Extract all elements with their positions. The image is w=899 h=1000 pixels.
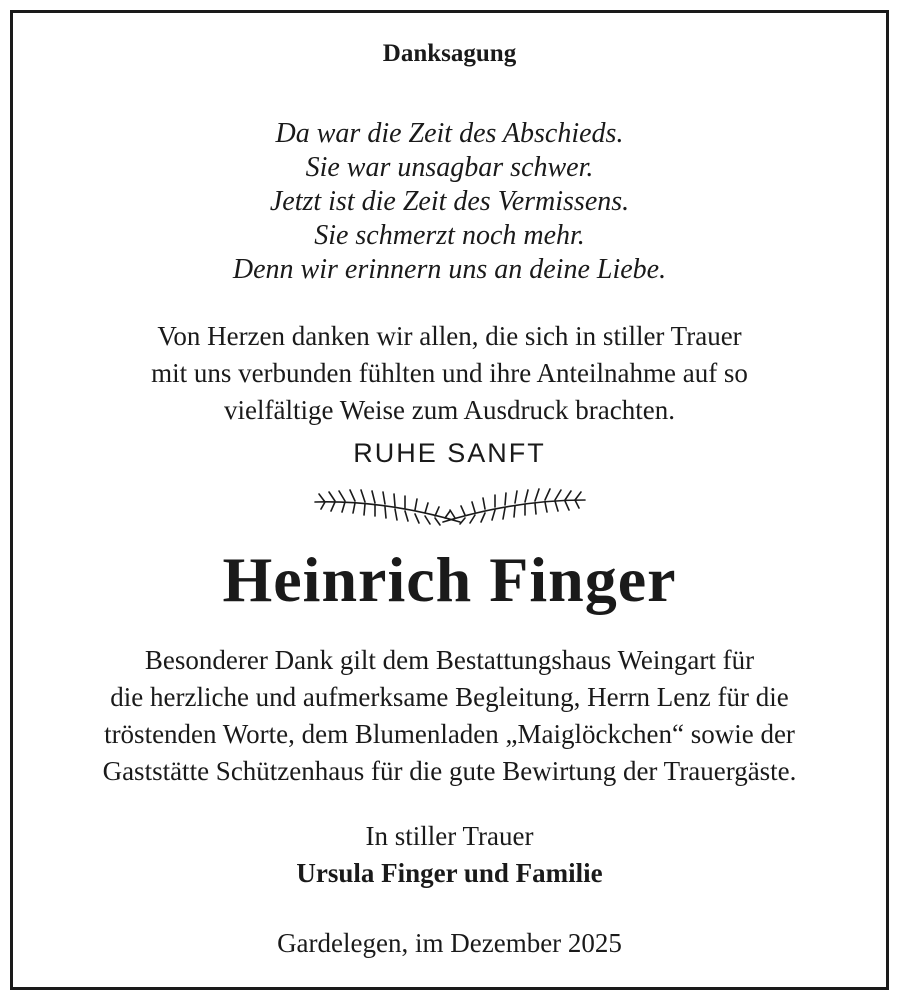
palm-branch-icon (305, 478, 595, 528)
signature-name: Ursula Finger und Familie (296, 858, 603, 888)
poem-line: Da war die Zeit des Abschieds. (275, 118, 624, 149)
poem-line: Jetzt ist die Zeit des Vermissens. (269, 186, 630, 217)
special-thanks-line: Gaststätte Schützenhaus für die gute Bewirtung der Trauergäste. (102, 756, 797, 786)
poem-line: Denn wir erinnern uns an deine Liebe. (232, 254, 667, 285)
deceased-name: Heinrich Finger (222, 544, 677, 615)
special-thanks-line: tröstenden Worte, dem Blumenladen „Maiglöckchen“ sowie der (104, 719, 795, 749)
special-thanks-line: Besonderer Dank gilt dem Bestattungshaus Weingart für (144, 645, 755, 675)
obituary-notice (10, 10, 889, 990)
special-thanks-line: die herzliche und aufmerksame Begleitung, Herrn Lenz für die (110, 682, 789, 712)
signature-intro: In stiller Trauer (365, 821, 534, 851)
place-date: Gardelegen, im Dezember 2025 (277, 928, 622, 958)
thanks-line: mit uns verbunden fühlten und ihre Anteilnahme auf so (151, 358, 748, 388)
poem-line: Sie war unsagbar schwer. (305, 152, 594, 183)
poem-line: Sie schmerzt noch mehr. (314, 220, 585, 251)
thanks-line: vielfältige Weise zum Ausdruck brachten. (224, 395, 675, 425)
thanks-line: Von Herzen danken wir allen, die sich in stiller Trauer (157, 321, 742, 351)
motto: RUHE SANFT (353, 438, 546, 468)
notice-heading: Danksagung (382, 40, 517, 67)
